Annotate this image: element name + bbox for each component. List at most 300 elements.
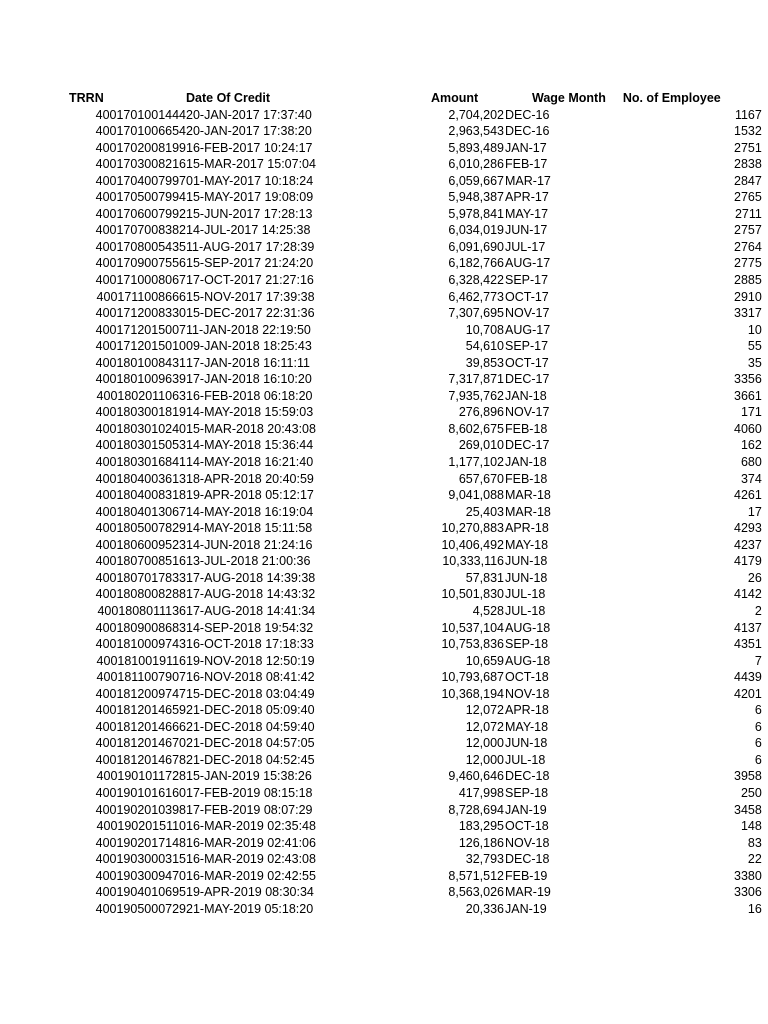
employee-count-cell: 4201 bbox=[734, 686, 762, 701]
date-of-credit-cell: 17-FEB-2019 08:07:29 bbox=[186, 802, 313, 817]
employee-count-cell: 16 bbox=[747, 901, 762, 916]
trrn-cell: 4001711008666 bbox=[96, 289, 186, 304]
employee-count-cell: 2751 bbox=[734, 140, 762, 155]
wage-month-cell: MAR-18 bbox=[505, 504, 551, 519]
trrn-cell: 4001810009743 bbox=[95, 637, 186, 652]
amount-cell: 6,328,422 bbox=[448, 273, 504, 288]
employee-count-cell: 3661 bbox=[734, 388, 762, 403]
table-row bbox=[66, 421, 762, 438]
amount-cell: 12,072 bbox=[465, 703, 504, 718]
amount-cell: 6,462,773 bbox=[448, 289, 504, 304]
employee-count-cell: 3380 bbox=[734, 868, 762, 883]
employee-count-cell: 55 bbox=[747, 339, 762, 354]
employee-count-cell: 2764 bbox=[734, 239, 762, 254]
table-row bbox=[66, 272, 762, 289]
table-row bbox=[66, 686, 762, 703]
wage-month-cell: MAR-17 bbox=[505, 173, 551, 188]
wage-month-cell: FEB-19 bbox=[505, 868, 548, 883]
trrn-cell: 4001810019116 bbox=[96, 653, 186, 668]
amount-cell: 183,295 bbox=[458, 819, 504, 834]
employee-count-cell: 7 bbox=[754, 653, 762, 668]
header-amount: Amount bbox=[431, 91, 479, 105]
table-row bbox=[66, 504, 762, 521]
table-row bbox=[66, 586, 762, 603]
employee-count-cell: 3958 bbox=[734, 769, 762, 784]
employee-count-cell: 3306 bbox=[734, 885, 762, 900]
employee-count-cell: 4261 bbox=[734, 488, 762, 503]
trrn-cell: 4001903000315 bbox=[95, 852, 186, 867]
employee-count-cell: 6 bbox=[754, 703, 762, 718]
employee-count-cell: 2757 bbox=[734, 223, 762, 238]
amount-cell: 657,670 bbox=[458, 471, 504, 486]
wage-month-cell: JUL-18 bbox=[505, 587, 546, 602]
amount-cell: 5,978,841 bbox=[448, 206, 504, 221]
amount-cell: 12,072 bbox=[465, 719, 504, 734]
wage-month-cell: DEC-16 bbox=[505, 107, 550, 122]
date-of-credit-cell: 11-JAN-2018 22:19:50 bbox=[186, 322, 311, 337]
employee-count-cell: 2775 bbox=[734, 256, 762, 271]
employee-count-cell: 1532 bbox=[734, 124, 762, 139]
table-row bbox=[66, 156, 762, 173]
table-row bbox=[66, 520, 762, 537]
amount-cell: 276,896 bbox=[458, 405, 504, 420]
amount-cell: 10,708 bbox=[465, 322, 504, 337]
table-row bbox=[66, 355, 762, 372]
date-of-credit-cell: 17-JAN-2018 16:11:11 bbox=[186, 355, 310, 370]
wage-month-cell: OCT-17 bbox=[505, 289, 549, 304]
amount-cell: 10,368,194 bbox=[441, 686, 504, 701]
date-of-credit-cell: 15-NOV-2017 17:39:38 bbox=[186, 289, 315, 304]
wage-month-cell: SEP-17 bbox=[505, 339, 549, 354]
trrn-cell: 4001803010240 bbox=[95, 421, 186, 436]
trrn-cell: 4001804008318 bbox=[95, 488, 186, 503]
date-of-credit-cell: 21-DEC-2018 04:59:40 bbox=[186, 719, 315, 734]
trrn-cell: 4001802011063 bbox=[96, 388, 186, 403]
amount-cell: 10,753,836 bbox=[441, 637, 504, 652]
table-row bbox=[66, 570, 762, 587]
employee-count-cell: 148 bbox=[740, 819, 762, 834]
contribution-table bbox=[66, 90, 762, 917]
table-row bbox=[66, 702, 762, 719]
table-row bbox=[66, 901, 762, 918]
wage-month-cell: DEC-17 bbox=[505, 438, 550, 453]
wage-month-cell: OCT-18 bbox=[505, 819, 549, 834]
wage-month-cell: SEP-18 bbox=[505, 785, 549, 800]
amount-cell: 6,182,766 bbox=[448, 256, 504, 271]
trrn-cell: 4001703008216 bbox=[95, 157, 186, 172]
wage-month-cell: JUN-18 bbox=[505, 736, 548, 751]
amount-cell: 4,528 bbox=[472, 603, 504, 618]
trrn-cell: 4001712015007 bbox=[95, 322, 186, 337]
wage-month-cell: APR-18 bbox=[505, 521, 549, 536]
table-row bbox=[66, 868, 762, 885]
trrn-cell: 4001712008330 bbox=[95, 306, 186, 321]
employee-count-cell: 4439 bbox=[734, 670, 762, 685]
table-row bbox=[66, 189, 762, 206]
amount-cell: 9,041,088 bbox=[448, 488, 504, 503]
amount-cell: 2,963,543 bbox=[448, 124, 504, 139]
wage-month-cell: SEP-17 bbox=[505, 273, 549, 288]
wage-month-cell: JUL-18 bbox=[505, 752, 546, 767]
trrn-cell: 4001701001444 bbox=[95, 107, 186, 122]
amount-cell: 10,537,104 bbox=[441, 620, 504, 635]
amount-cell: 7,317,871 bbox=[448, 372, 504, 387]
employee-count-cell: 4142 bbox=[734, 587, 762, 602]
date-of-credit-cell: 14-MAY-2018 16:21:40 bbox=[186, 455, 314, 470]
table-row bbox=[66, 123, 762, 140]
wage-month-cell: MAY-18 bbox=[505, 537, 549, 552]
date-of-credit-cell: 19-APR-2018 05:12:17 bbox=[186, 488, 314, 503]
header-trrn: TRRN bbox=[69, 91, 104, 105]
employee-count-cell: 17 bbox=[747, 504, 762, 519]
employee-count-cell: 2 bbox=[754, 603, 762, 618]
trrn-cell: 4001710008067 bbox=[95, 273, 186, 288]
employee-count-cell: 374 bbox=[740, 471, 762, 486]
table-row bbox=[66, 884, 762, 901]
wage-month-cell: DEC-17 bbox=[505, 372, 550, 387]
amount-cell: 5,948,387 bbox=[448, 190, 504, 205]
table-row bbox=[66, 487, 762, 504]
table-row bbox=[66, 388, 762, 405]
employee-count-cell: 10 bbox=[747, 322, 762, 337]
trrn-cell: 4001804003613 bbox=[95, 471, 186, 486]
wage-month-cell: JAN-18 bbox=[505, 455, 547, 470]
trrn-cell: 4001812014670 bbox=[95, 736, 186, 751]
employee-count-cell: 26 bbox=[747, 570, 762, 585]
trrn-cell: 4001808011136 bbox=[97, 603, 186, 618]
wage-month-cell: JAN-17 bbox=[505, 140, 547, 155]
date-of-credit-cell: 15-SEP-2017 21:24:20 bbox=[186, 256, 314, 271]
wage-month-cell: DEC-18 bbox=[505, 769, 550, 784]
date-of-credit-cell: 20-JAN-2017 17:37:40 bbox=[186, 107, 312, 122]
table-row bbox=[66, 553, 762, 570]
wage-month-cell: NOV-18 bbox=[505, 686, 550, 701]
table-row bbox=[66, 653, 762, 670]
amount-cell: 57,831 bbox=[465, 570, 504, 585]
date-of-credit-cell: 14-JUN-2018 21:24:16 bbox=[186, 537, 313, 552]
amount-cell: 7,307,695 bbox=[448, 306, 504, 321]
date-of-credit-cell: 21-DEC-2018 04:57:05 bbox=[186, 736, 315, 751]
table-row bbox=[66, 620, 762, 637]
trrn-cell: 4001904010695 bbox=[95, 885, 186, 900]
table-row bbox=[66, 835, 762, 852]
trrn-cell: 4001702008199 bbox=[95, 140, 186, 155]
table-row bbox=[66, 719, 762, 736]
amount-cell: 9,460,646 bbox=[448, 769, 504, 784]
table-row bbox=[66, 371, 762, 388]
table-row bbox=[66, 752, 762, 769]
date-of-credit-cell: 15-JAN-2019 15:38:26 bbox=[186, 769, 312, 784]
date-of-credit-cell: 19-APR-2019 08:30:34 bbox=[186, 885, 314, 900]
employee-count-cell: 2765 bbox=[734, 190, 762, 205]
date-of-credit-cell: 14-MAY-2018 15:59:03 bbox=[186, 405, 314, 420]
trrn-cell: 4001901011728 bbox=[96, 769, 186, 784]
amount-cell: 10,270,883 bbox=[441, 521, 504, 536]
table-row bbox=[66, 603, 762, 620]
amount-cell: 54,610 bbox=[465, 339, 504, 354]
amount-cell: 8,602,675 bbox=[448, 421, 504, 436]
employee-count-cell: 3458 bbox=[734, 802, 762, 817]
amount-cell: 8,571,512 bbox=[448, 868, 504, 883]
trrn-cell: 4001812009747 bbox=[95, 686, 186, 701]
table-row bbox=[66, 107, 762, 124]
trrn-cell: 4001706007992 bbox=[95, 206, 186, 221]
employee-count-cell: 2838 bbox=[734, 157, 762, 172]
table-row bbox=[66, 404, 762, 421]
amount-cell: 1,177,102 bbox=[448, 455, 504, 470]
date-of-credit-cell: 16-FEB-2018 06:18:20 bbox=[186, 388, 313, 403]
amount-cell: 12,000 bbox=[465, 752, 504, 767]
date-of-credit-cell: 17-AUG-2018 14:39:38 bbox=[186, 570, 316, 585]
trrn-cell: 4001812014659 bbox=[95, 703, 186, 718]
table-row bbox=[66, 636, 762, 653]
table-row bbox=[66, 239, 762, 256]
employee-count-cell: 2885 bbox=[734, 273, 762, 288]
trrn-cell: 4001903009470 bbox=[95, 868, 186, 883]
date-of-credit-cell: 14-JUL-2017 14:25:38 bbox=[186, 223, 311, 238]
employee-count-cell: 162 bbox=[740, 438, 762, 453]
employee-count-cell: 4351 bbox=[734, 637, 762, 652]
employee-count-cell: 22 bbox=[747, 852, 762, 867]
trrn-cell: 4001805007829 bbox=[95, 521, 186, 536]
date-of-credit-cell: 14-MAY-2018 15:11:58 bbox=[186, 521, 313, 536]
amount-cell: 10,659 bbox=[465, 653, 504, 668]
table-row bbox=[66, 851, 762, 868]
amount-cell: 7,935,762 bbox=[448, 388, 504, 403]
wage-month-cell: JUL-17 bbox=[505, 239, 546, 254]
date-of-credit-cell: 16-MAR-2019 02:42:55 bbox=[186, 868, 316, 883]
amount-cell: 10,406,492 bbox=[441, 537, 504, 552]
wage-month-cell: NOV-17 bbox=[505, 306, 550, 321]
trrn-cell: 4001812014666 bbox=[95, 719, 186, 734]
amount-cell: 12,000 bbox=[465, 736, 504, 751]
wage-month-cell: DEC-18 bbox=[505, 852, 550, 867]
date-of-credit-cell: 14-MAY-2018 16:19:04 bbox=[186, 504, 314, 519]
amount-cell: 8,728,694 bbox=[448, 802, 504, 817]
amount-cell: 5,893,489 bbox=[448, 140, 504, 155]
date-of-credit-cell: 15-DEC-2017 22:31:36 bbox=[186, 306, 315, 321]
date-of-credit-cell: 21-DEC-2018 05:09:40 bbox=[186, 703, 315, 718]
table-row bbox=[66, 537, 762, 554]
amount-cell: 417,998 bbox=[458, 785, 504, 800]
employee-count-cell: 4060 bbox=[734, 421, 762, 436]
amount-cell: 20,336 bbox=[465, 901, 504, 916]
table-row bbox=[66, 768, 762, 785]
trrn-cell: 4001806009523 bbox=[95, 537, 186, 552]
wage-month-cell: AUG-17 bbox=[505, 322, 551, 337]
employee-count-cell: 250 bbox=[740, 785, 762, 800]
date-of-credit-cell: 17-JAN-2018 16:10:20 bbox=[186, 372, 312, 387]
wage-month-cell: JAN-19 bbox=[505, 901, 547, 916]
date-of-credit-cell: 09-JAN-2018 18:25:43 bbox=[186, 339, 312, 354]
table-row bbox=[66, 785, 762, 802]
trrn-cell: 4001902010398 bbox=[95, 802, 186, 817]
header-row bbox=[66, 90, 762, 107]
date-of-credit-cell: 20-JAN-2017 17:38:20 bbox=[186, 124, 312, 139]
amount-cell: 126,186 bbox=[458, 835, 504, 850]
date-of-credit-cell: 15-MAR-2017 15:07:04 bbox=[186, 157, 316, 172]
wage-month-cell: AUG-18 bbox=[505, 620, 551, 635]
trrn-cell: 4001902015110 bbox=[96, 819, 186, 834]
date-of-credit-cell: 11-AUG-2017 17:28:39 bbox=[186, 239, 315, 254]
employee-count-cell: 4179 bbox=[734, 554, 762, 569]
date-of-credit-cell: 17-FEB-2019 08:15:18 bbox=[186, 785, 313, 800]
employee-count-cell: 2711 bbox=[734, 206, 762, 221]
date-of-credit-cell: 15-MAY-2017 19:08:09 bbox=[186, 190, 314, 205]
table-row bbox=[66, 338, 762, 355]
employee-count-cell: 2847 bbox=[734, 173, 762, 188]
trrn-cell: 4001708005435 bbox=[95, 239, 186, 254]
wage-month-cell: AUG-18 bbox=[505, 653, 551, 668]
trrn-cell: 4001803016841 bbox=[95, 455, 186, 470]
table-row bbox=[66, 471, 762, 488]
date-of-credit-cell: 16-OCT-2018 17:18:33 bbox=[186, 637, 314, 652]
wage-month-cell: SEP-18 bbox=[505, 637, 549, 652]
trrn-cell: 4001701006654 bbox=[95, 124, 186, 139]
amount-cell: 6,034,019 bbox=[448, 223, 504, 238]
date-of-credit-cell: 13-JUL-2018 21:00:36 bbox=[186, 554, 311, 569]
date-of-credit-cell: 18-APR-2018 20:40:59 bbox=[186, 471, 314, 486]
trrn-cell: 4001712015010 bbox=[95, 339, 186, 354]
trrn-cell: 4001811007907 bbox=[96, 670, 186, 685]
date-of-credit-cell: 17-AUG-2018 14:41:34 bbox=[186, 603, 316, 618]
employee-count-cell: 3356 bbox=[734, 372, 762, 387]
trrn-cell: 4001803015053 bbox=[95, 438, 186, 453]
trrn-cell: 4001801008431 bbox=[95, 355, 186, 370]
date-of-credit-cell: 16-FEB-2017 10:24:17 bbox=[186, 140, 313, 155]
wage-month-cell: JUN-18 bbox=[505, 554, 548, 569]
amount-cell: 6,091,690 bbox=[448, 239, 504, 254]
wage-month-cell: NOV-17 bbox=[505, 405, 550, 420]
employee-count-cell: 83 bbox=[747, 835, 762, 850]
date-of-credit-cell: 14-SEP-2018 19:54:32 bbox=[186, 620, 314, 635]
amount-cell: 10,501,830 bbox=[441, 587, 504, 602]
wage-month-cell: JAN-18 bbox=[505, 388, 547, 403]
date-of-credit-cell: 16-MAR-2019 02:43:08 bbox=[186, 852, 316, 867]
trrn-cell: 4001704007997 bbox=[95, 173, 186, 188]
amount-cell: 2,704,202 bbox=[448, 107, 504, 122]
amount-cell: 6,010,286 bbox=[448, 157, 504, 172]
employee-count-cell: 6 bbox=[754, 736, 762, 751]
employee-count-cell: 2910 bbox=[734, 289, 762, 304]
table-row bbox=[66, 437, 762, 454]
amount-cell: 32,793 bbox=[465, 852, 504, 867]
employee-count-cell: 6 bbox=[754, 719, 762, 734]
employee-count-cell: 35 bbox=[747, 355, 762, 370]
header-date-of-credit: Date Of Credit bbox=[186, 91, 271, 105]
date-of-credit-cell: 19-NOV-2018 12:50:19 bbox=[186, 653, 315, 668]
trrn-cell: 4001801009639 bbox=[95, 372, 186, 387]
trrn-cell: 4001803001819 bbox=[95, 405, 186, 420]
employee-count-cell: 4293 bbox=[734, 521, 762, 536]
amount-cell: 10,333,116 bbox=[442, 554, 504, 569]
date-of-credit-cell: 17-OCT-2017 21:27:16 bbox=[186, 273, 314, 288]
wage-month-cell: JUL-18 bbox=[505, 603, 546, 618]
date-of-credit-cell: 15-DEC-2018 03:04:49 bbox=[186, 686, 315, 701]
amount-cell: 269,010 bbox=[458, 438, 504, 453]
table-body bbox=[66, 107, 762, 918]
header-no-of-employee: No. of Employee bbox=[622, 91, 721, 105]
trrn-cell: 4001905000729 bbox=[95, 901, 186, 916]
trrn-cell: 4001807017833 bbox=[95, 570, 186, 585]
trrn-cell: 4001804013067 bbox=[95, 504, 186, 519]
trrn-cell: 4001705007994 bbox=[95, 190, 186, 205]
table-row bbox=[66, 173, 762, 190]
table-row bbox=[66, 818, 762, 835]
table-row bbox=[66, 305, 762, 322]
employee-count-cell: 680 bbox=[740, 455, 762, 470]
wage-month-cell: OCT-18 bbox=[505, 670, 549, 685]
employee-count-cell: 3317 bbox=[734, 306, 762, 321]
employee-count-cell: 6 bbox=[754, 752, 762, 767]
employee-count-cell: 4137 bbox=[734, 620, 762, 635]
trrn-cell: 4001812014678 bbox=[95, 752, 186, 767]
table-row bbox=[66, 140, 762, 157]
wage-month-cell: JUN-17 bbox=[505, 223, 548, 238]
table-row bbox=[66, 255, 762, 272]
date-of-credit-cell: 16-MAR-2019 02:41:06 bbox=[186, 835, 316, 850]
wage-month-cell: FEB-18 bbox=[505, 471, 548, 486]
trrn-cell: 4001707008382 bbox=[95, 223, 186, 238]
trrn-cell: 4001808008288 bbox=[95, 587, 186, 602]
date-of-credit-cell: 21-DEC-2018 04:52:45 bbox=[186, 752, 315, 767]
table-row bbox=[66, 289, 762, 306]
wage-month-cell: FEB-17 bbox=[505, 157, 548, 172]
employee-count-cell: 4237 bbox=[734, 537, 762, 552]
wage-month-cell: APR-18 bbox=[505, 703, 549, 718]
table-row bbox=[66, 802, 762, 819]
table-row bbox=[66, 454, 762, 471]
amount-cell: 8,563,026 bbox=[448, 885, 504, 900]
date-of-credit-cell: 15-JUN-2017 17:28:13 bbox=[186, 206, 313, 221]
wage-month-cell: DEC-16 bbox=[505, 124, 550, 139]
wage-month-cell: NOV-18 bbox=[505, 835, 550, 850]
date-of-credit-cell: 01-MAY-2017 10:18:24 bbox=[186, 173, 314, 188]
trrn-cell: 4001901016160 bbox=[95, 785, 186, 800]
date-of-credit-cell: 21-MAY-2019 05:18:20 bbox=[186, 901, 314, 916]
wage-month-cell: MAR-19 bbox=[505, 885, 551, 900]
wage-month-cell: FEB-18 bbox=[505, 421, 548, 436]
amount-cell: 6,059,667 bbox=[448, 173, 504, 188]
trrn-cell: 4001807008516 bbox=[95, 554, 186, 569]
header-wage-month: Wage Month bbox=[532, 91, 606, 105]
wage-month-cell: JAN-19 bbox=[505, 802, 547, 817]
employee-count-cell: 171 bbox=[740, 405, 762, 420]
table-row bbox=[66, 322, 762, 339]
wage-month-cell: OCT-17 bbox=[505, 355, 549, 370]
date-of-credit-cell: 16-MAR-2019 02:35:48 bbox=[186, 819, 316, 834]
amount-cell: 10,793,687 bbox=[441, 670, 504, 685]
wage-month-cell: APR-17 bbox=[505, 190, 549, 205]
table-row bbox=[66, 669, 762, 686]
amount-cell: 39,853 bbox=[465, 355, 504, 370]
amount-cell: 25,403 bbox=[465, 504, 504, 519]
date-of-credit-cell: 16-NOV-2018 08:41:42 bbox=[186, 670, 315, 685]
wage-month-cell: MAR-18 bbox=[505, 488, 551, 503]
wage-month-cell: MAY-17 bbox=[505, 206, 549, 221]
wage-month-cell: JUN-18 bbox=[505, 570, 548, 585]
date-of-credit-cell: 17-AUG-2018 14:43:32 bbox=[186, 587, 316, 602]
employee-count-cell: 1167 bbox=[734, 107, 762, 122]
trrn-cell: 4001809008683 bbox=[95, 620, 186, 635]
date-of-credit-cell: 15-MAR-2018 20:43:08 bbox=[186, 421, 316, 436]
table-row bbox=[66, 222, 762, 239]
wage-month-cell: MAY-18 bbox=[505, 719, 549, 734]
wage-month-cell: AUG-17 bbox=[505, 256, 551, 271]
date-of-credit-cell: 14-MAY-2018 15:36:44 bbox=[186, 438, 314, 453]
table-row bbox=[66, 735, 762, 752]
trrn-cell: 4001902017148 bbox=[95, 835, 186, 850]
